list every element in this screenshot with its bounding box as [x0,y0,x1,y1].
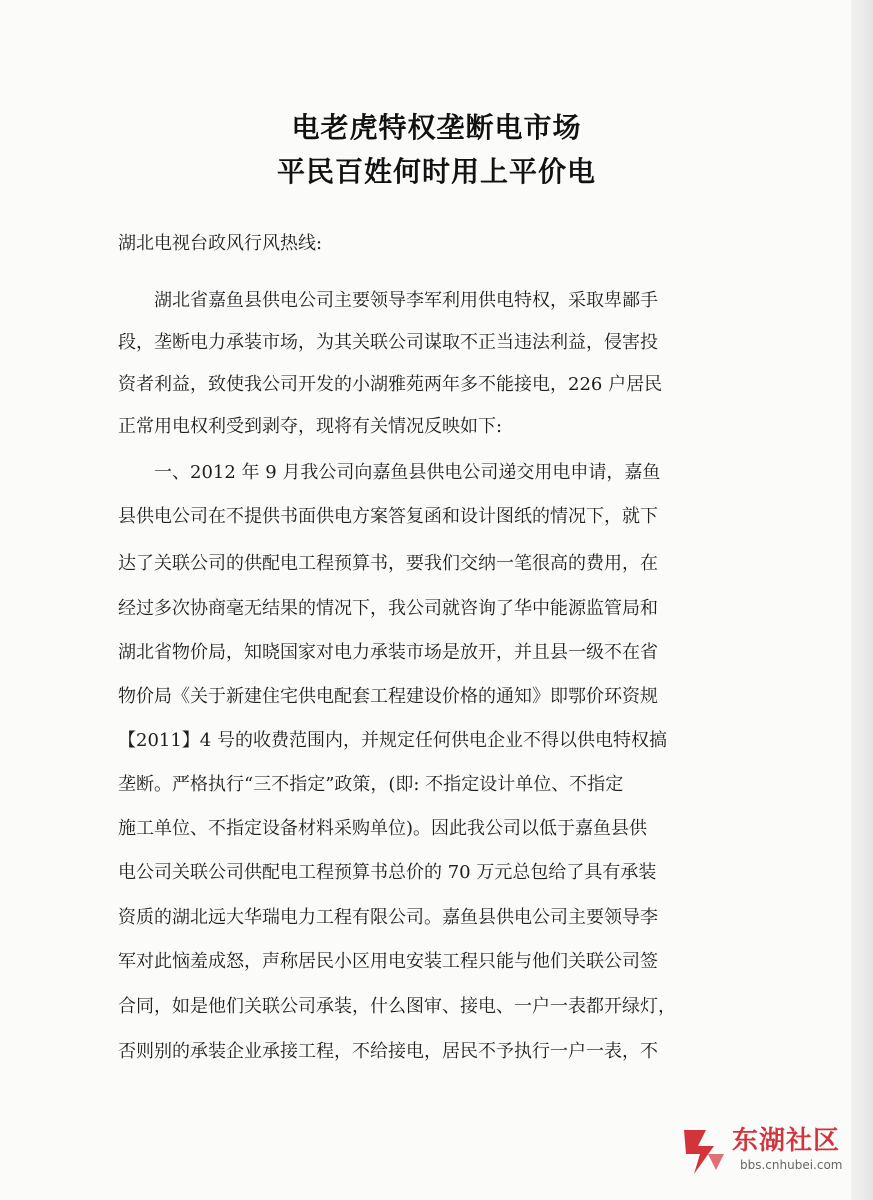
body-line: 经过多次协商毫无结果的情况下，我公司就咨询了华中能源监管局和 [118,598,658,619]
body-line: 湖北省物价局，知晓国家对电力承装市场是放开，并且县一级不在省 [118,642,658,663]
body-line: 物价局《关于新建住宅供电配套工程建设价格的通知》即鄂价环资规 [118,686,658,707]
body-line: 达了关联公司的供配电工程预算书，要我们交纳一笔很高的费用，在 [118,553,658,574]
site-logo-icon [680,1124,728,1178]
watermark-url: bbs.cnhubei.com [740,1158,843,1172]
body-line: 军对此恼羞成怒，声称居民小区用电安装工程只能与他们关联公司签 [118,951,658,972]
body-line: 县供电公司在不提供书面供电方案答复函和设计图纸的情况下，就下 [118,506,658,527]
watermark-site-name: 东湖社区 [732,1126,841,1156]
body-line: 施工单位、不指定设备材料采购单位)。因此我公司以低于嘉鱼县供 [118,818,648,839]
body-line: 否则别的承装企业承接工程，不给接电，居民不予执行一户一表，不 [118,1041,658,1062]
body-line: 正常用电权利受到剥夺，现将有关情况反映如下: [118,416,503,437]
body-line: 垄断。严格执行“三不指定”政策，(即: 不指定设计单位、不指定 [118,774,624,795]
salutation: 湖北电视台政风行风热线: [118,233,323,254]
document-title-line-1: 电老虎特权垄断电市场 [291,111,582,144]
body-line: 【2011】4 号的收费范围内，并规定任何供电企业不得以供电特权搞 [118,730,667,751]
body-line: 电公司关联公司供配电工程预算书总价的 70 万元总包给了具有承装 [118,862,657,883]
body-line: 资者利益，致使我公司开发的小湖雅苑两年多不能接电，226 户居民 [118,374,663,395]
body-line: 资质的湖北远大华瑞电力工程有限公司。嘉鱼县供电公司主要领导李 [118,907,658,928]
body-line: 段，垄断电力承装市场，为其关联公司谋取不正当违法利益，侵害投 [118,332,658,353]
body-line: 合同，如是他们关联公司承装，什么图审、接电、一户一表都开绿灯， [118,996,676,1017]
body-line: 一、2012 年 9 月我公司向嘉鱼县供电公司递交用电申请，嘉鱼 [154,462,661,483]
site-watermark [680,1120,855,1190]
body-line: 湖北省嘉鱼县供电公司主要领导李军利用供电特权，采取卑鄙手 [154,290,658,311]
document-title-line-2: 平民百姓何时用上平价电 [276,155,596,188]
